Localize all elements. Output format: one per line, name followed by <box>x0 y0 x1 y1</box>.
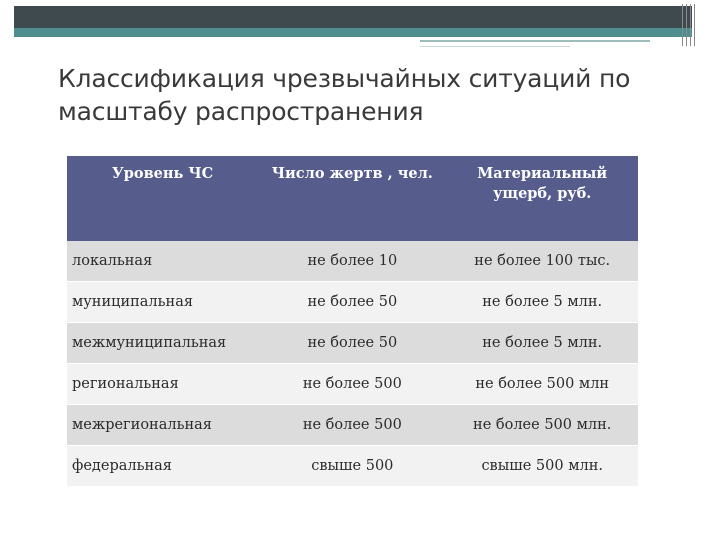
table-header-row <box>67 156 638 241</box>
decor-vline <box>682 4 683 46</box>
classification-table <box>67 156 638 487</box>
decor-line-2 <box>420 46 570 47</box>
header-damage <box>446 156 638 241</box>
slide-title: Классификация чрезвычайных ситуаций по масштабу распространения <box>58 64 631 126</box>
cell-casualties: не более 500 <box>258 364 446 405</box>
top-dark-bar <box>14 6 692 28</box>
cell-casualties: не более 10 <box>258 241 446 282</box>
table-row <box>67 323 638 364</box>
cell-damage: не более 100 тыс. <box>446 241 638 282</box>
header-level: Уровень ЧС <box>67 156 258 241</box>
cell-level: муниципальная <box>67 282 258 323</box>
table-row <box>67 282 638 323</box>
table-row <box>67 241 638 282</box>
header-damage-text: Материальный ущерб, руб. <box>477 165 608 202</box>
cell-level: региональная <box>67 364 258 405</box>
cell-damage: не более 5 млн. <box>446 282 638 323</box>
cell-damage: не более 500 млн <box>446 364 638 405</box>
cell-casualties: не более 500 <box>258 405 446 446</box>
cell-damage: не более 5 млн. <box>446 323 638 364</box>
cell-casualties: не более 50 <box>258 282 446 323</box>
decor-vline <box>686 4 687 46</box>
cell-level: федеральная <box>67 446 258 487</box>
table-row <box>67 364 638 405</box>
decor-vline <box>690 4 691 46</box>
cell-damage: не более 500 млн. <box>446 405 638 446</box>
top-teal-bar <box>14 28 692 37</box>
cell-casualties: свыше 500 <box>258 446 446 487</box>
cell-damage: свыше 500 млн. <box>446 446 638 487</box>
cell-casualties: не более 50 <box>258 323 446 364</box>
decor-line <box>420 40 650 42</box>
header-casualties: Число жертв , чел. <box>258 156 446 241</box>
decor-vline <box>694 4 695 46</box>
table-row <box>67 405 638 446</box>
cell-level: локальная <box>67 241 258 282</box>
cell-level: межмуниципальная <box>67 323 258 364</box>
cell-level: межрегиональная <box>67 405 258 446</box>
table-row <box>67 446 638 487</box>
